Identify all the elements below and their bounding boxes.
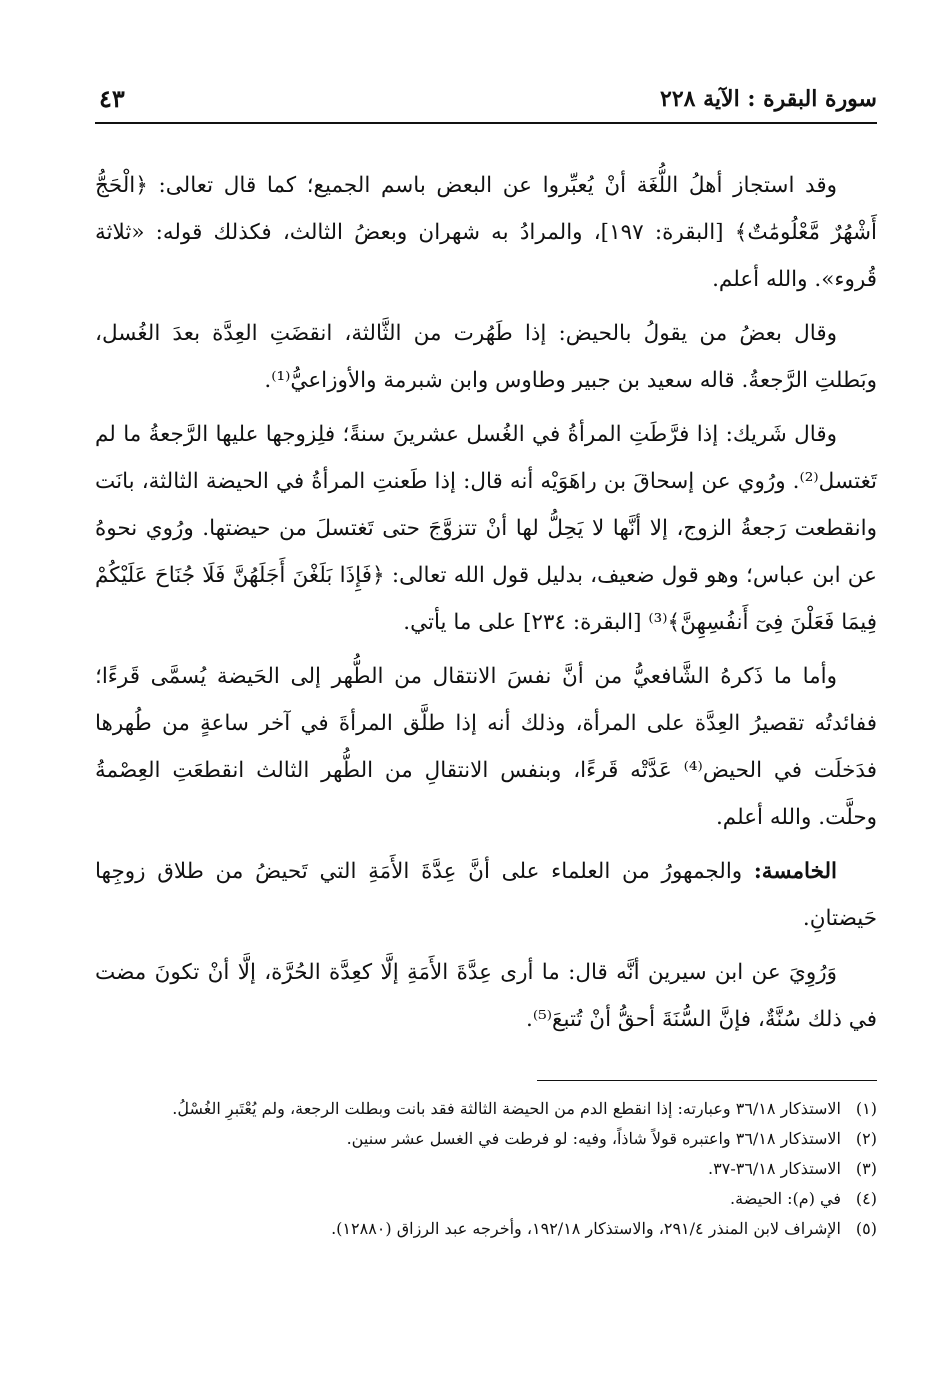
paragraph-6: وَرُوِيَ عن ابن سيرين أنَّه قال: ما أرى عِدَّةَ الأَمَةِ إلَّا كعِدَّة الحُرَّة، إلَّا أنْ تكونَ مضت في ذلك سُنَّةٌ، فإنَّ السُّنَةَ أحقُّ أنْ تُتبعَ⁽⁵⁾. xyxy=(95,960,877,1032)
footnote-text: الاستذكار ٣٦/١٨ واعتبره قولاً شاذاً، وفيه: لو فرطت في الغسل عشر سنين. xyxy=(346,1129,841,1148)
footnote-number: (٢) xyxy=(855,1129,877,1148)
footnote-3 xyxy=(95,1155,877,1183)
running-title: سورة البقرة : الآية ٢٢٨ xyxy=(660,86,877,112)
footnote-text: الإشراف لابن المنذر ٢٩١/٤، والاستذكار ١٩٢/١٨، وأخرجه عبد الرزاق (١٢٨٨٠). xyxy=(331,1219,841,1238)
footnote-1 xyxy=(95,1095,877,1123)
footnote-number: (٤) xyxy=(855,1189,877,1208)
footnote-5 xyxy=(95,1215,877,1243)
footnote-number: (٣) xyxy=(855,1159,877,1178)
footnote-text: في (م): الحيضة. xyxy=(730,1189,841,1208)
footnote-text: الاستذكار ٣٦/١٨ وعبارته: إذا انقطع الدم من الحيضة الثالثة فقد بانت وبطلت الرجعة، ولم يُعْتَبرِ الغُسْلُ. xyxy=(172,1099,841,1118)
footnote-2 xyxy=(95,1125,877,1153)
paragraph-3: وقال شَريك: إذا فرَّطَتِ المرأةُ في الغُسل عشرينَ سنةً؛ فلِزوجها عليها الرَّجعةُ ما لم تَغتسل⁽²⁾. ورُوي عن إسحاقَ بن راهَوَيْه أنه قال: إذا طَعنتِ المرأةُ في الحيضة الثالثة، بانَت وانقطعت رَجعةُ الزوج، إلا أنَّها لا يَحِلُّ لها أنْ تتزوَّجَ حتى تَغتسلَ من حيضتها. ورُوي نحوهُ عن ابن عباس؛ وهو قول ضعيف، بدليل قول الله تعالى: ﴿فَإِذَا بَلَغْنَ أَجَلَهُنَّ فَلَا جُنَاحَ عَلَيْكُمْ فِيمَا فَعَلْنَ فِىٓ أَنفُسِهِنَّ﴾⁽³⁾ [البقرة: ٢٣٤] على ما يأتي. xyxy=(95,422,877,635)
paragraph-4: وأما ما ذَكرهُ الشَّافعيُّ من أنَّ نفسَ الانتقال من الطُّهر إلى الحَيضة يُسمَّى قَرءًا؛ ففائدتُه تقصيرُ العِدَّة على المرأة، وذلك أنه إذا طلَّق المرأةَ في آخر ساعةٍ من طُهرها فدَخلَت في الحيض⁽⁴⁾ عَدَّتْه قَرءًا، وبنفس الانتقالِ من الطُّهر الثالث انقطعَتِ العِصْمةُ وحلَّت. والله أعلم. xyxy=(95,664,877,830)
paragraph-5 xyxy=(95,848,877,942)
footnote-number: (١) xyxy=(855,1099,877,1118)
page-header xyxy=(95,82,877,124)
footnotes xyxy=(95,1095,877,1245)
paragraph-5-text: والجمهورُ من العلماء على أنَّ عِدَّةَ الأَمَةِ التي تَحيضُ من طلاق زوجِها حَيضتانِ. xyxy=(95,859,877,931)
paragraph-1: وقد استجاز أهلُ اللُّغَة أنْ يُعبِّروا عن البعض باسم الجميع؛ كما قال تعالى: ﴿الْحَجُّ أَشْهُرٌ مَّعْلُومَٰتٌ﴾ [البقرة: ١٩٧]، والمرادُ به شهران وبعضُ الثالث، فكذلك قوله: «ثلاثة قُروء». والله أعلم. xyxy=(95,173,878,292)
page-number: ٤٣ xyxy=(99,84,125,113)
footnote-text: الاستذكار ٣٦/١٨-٣٧. xyxy=(708,1159,841,1178)
footnote-separator xyxy=(537,1080,877,1081)
paragraph-2: وقال بعضُ من يقولُ بالحيض: إذا طَهُرت من الثَّالثة، انقضَتِ العِدَّة بعدَ الغُسل، وبَطلتِ الرَّجعةُ. قاله سعيد بن جبير وطاوس وابن شبرمة والأوزاعيُّ⁽¹⁾. xyxy=(95,321,877,393)
footnote-4 xyxy=(95,1185,877,1213)
main-text xyxy=(95,162,877,1050)
section-heading-khamisa: الخامسة: xyxy=(753,859,837,884)
footnote-number: (٥) xyxy=(855,1219,877,1238)
